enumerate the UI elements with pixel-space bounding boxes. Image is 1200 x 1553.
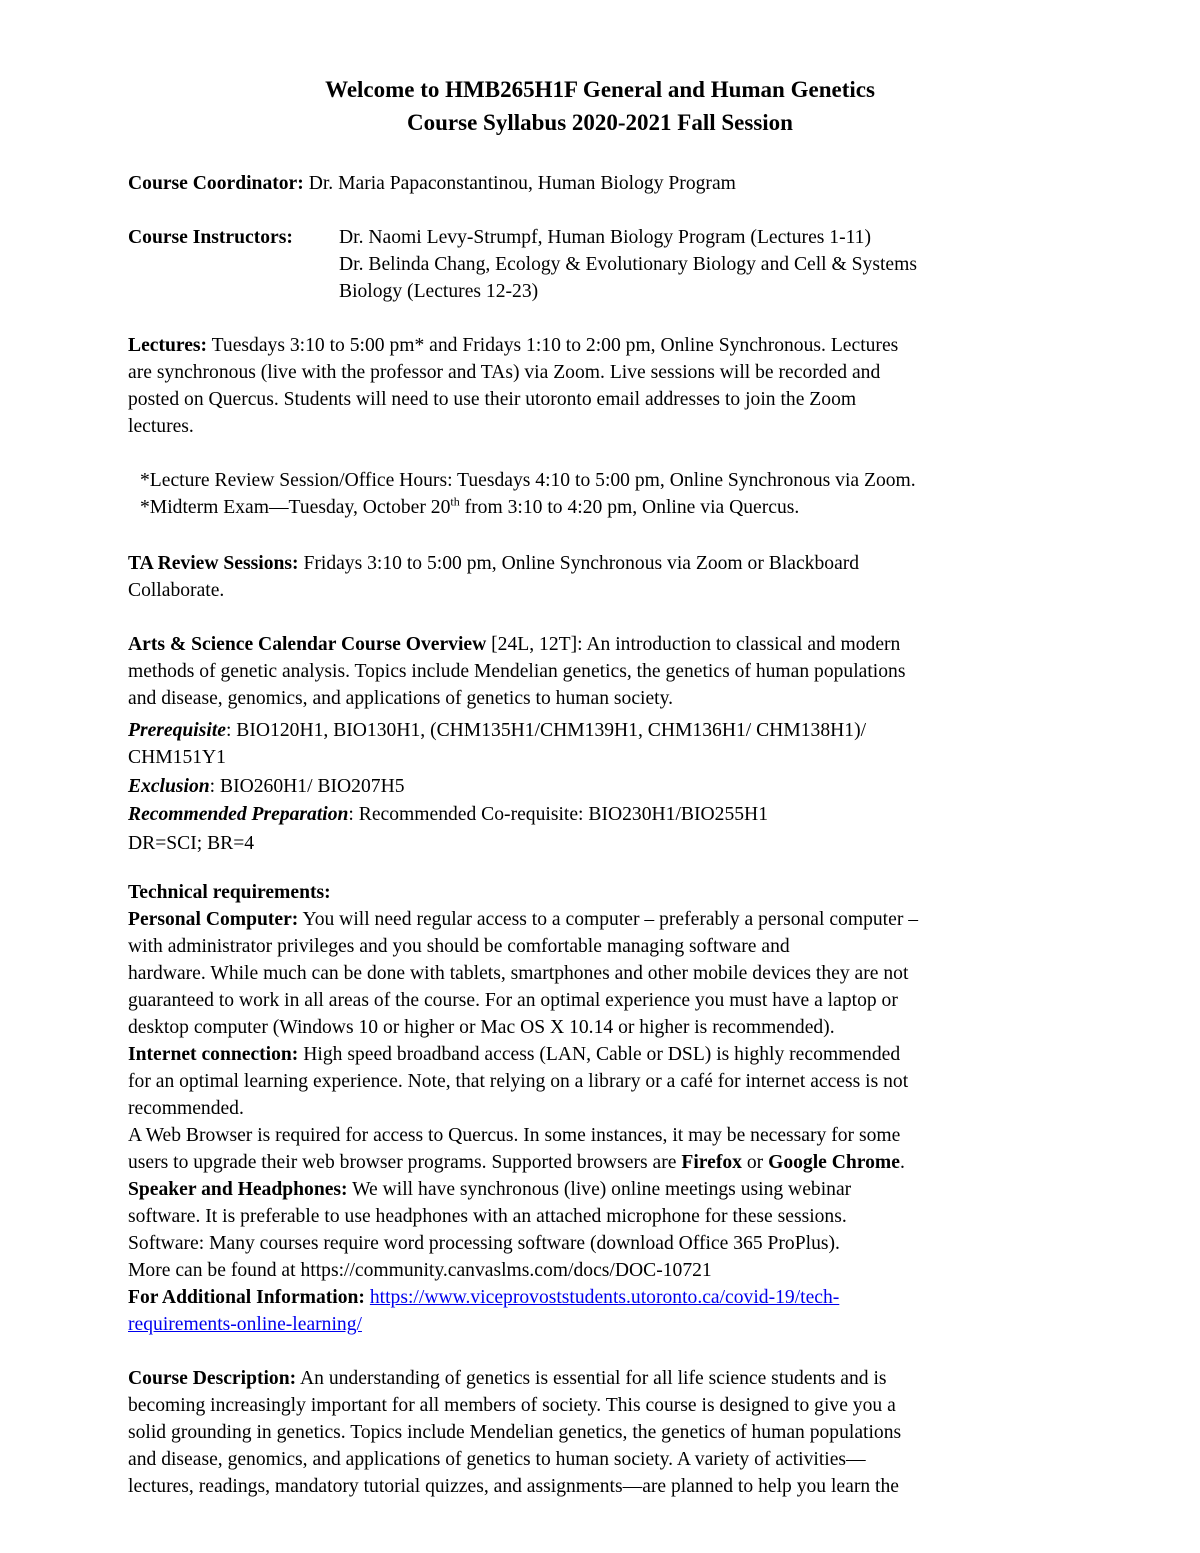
prerequisite-line: Prerequisite: BIO120H1, BIO130H1, (CHM135H1/CHM139H1, CHM136H1/ CHM138H1)/	[128, 720, 867, 741]
pc-line-5: desktop computer (Windows 10 or higher or Mac OS X 10.14 or higher is recommended).	[128, 1017, 835, 1038]
pc-line-4: guaranteed to work in all areas of the course. For an optimal experience you must have a laptop or	[128, 990, 898, 1011]
instructors-label: Course Instructors:	[128, 227, 293, 248]
page-subtitle: Course Syllabus 2020-2021 Fall Session	[407, 110, 793, 135]
instructor-line-1: Dr. Naomi Levy-Strumpf, Human Biology Program (Lectures 1-11)	[339, 227, 872, 248]
additional-info-label: For Additional Information:	[128, 1287, 365, 1308]
browser-line-2: users to upgrade their web browser programs. Supported browsers are Firefox or Google Chrome.	[128, 1152, 905, 1173]
tech-requirements-link[interactable]: https://www.viceprovoststudents.utoronto.ca/covid-19/tech-	[369, 1287, 840, 1308]
browser-firefox: Firefox	[681, 1152, 742, 1173]
coordinator-line	[128, 170, 736, 197]
exclusion-label: Exclusion	[128, 776, 210, 797]
internet-line-2: for an optimal learning experience. Note, that relying on a library or a café for internet access is not	[128, 1071, 909, 1092]
midterm-note: *Midterm Exam—Tuesday, October 20th from 3:10 to 4:20 pm, Online via Quercus.	[140, 494, 800, 518]
description-line-1: Course Description: An understanding of genetics is essential for all life science students and is	[128, 1368, 887, 1389]
technical-heading: Technical requirements:	[128, 882, 331, 903]
browser-chrome: Google Chrome	[768, 1152, 900, 1173]
calendar-line-1: Arts & Science Calendar Course Overview [24L, 12T]: An introduction to classical and modern	[128, 634, 901, 655]
description-line-5: lectures, readings, mandatory tutorial quizzes, and assignments—are planned to help you learn the	[128, 1476, 899, 1497]
coordinator-value: Dr. Maria Papaconstantinou, Human Biology Program	[308, 173, 736, 194]
calendar-line-3: and disease, genomics, and applications of genetics to human society.	[128, 688, 674, 709]
more-info-line: More can be found at https://community.canvaslms.com/docs/DOC-10721	[128, 1260, 712, 1281]
ta-sessions-label: TA Review Sessions:	[128, 553, 299, 574]
internet-line-3: recommended.	[128, 1098, 244, 1119]
pc-label: Personal Computer:	[128, 909, 299, 930]
internet-label: Internet connection:	[128, 1044, 299, 1065]
lectures-line-3: posted on Quercus. Students will need to use their utoronto email addresses to join the Zoom	[128, 389, 857, 410]
review-session-note: *Lecture Review Session/Office Hours: Tuesdays 4:10 to 5:00 pm, Online Synchronous via Zoom.	[140, 470, 916, 491]
lectures-label: Lectures:	[128, 335, 208, 356]
ta-sessions-line-2: Collaborate.	[128, 580, 225, 601]
recommended-line: Recommended Preparation: Recommended Co-requisite: BIO230H1/BIO255H1	[128, 804, 768, 825]
prerequisite-line-2: CHM151Y1	[128, 747, 226, 768]
instructor-line-3: Biology (Lectures 12-23)	[339, 281, 539, 302]
recommended-label: Recommended Preparation	[128, 804, 349, 825]
additional-info-line	[128, 1284, 839, 1311]
pc-line-1: Personal Computer: You will need regular access to a computer – preferably a personal computer –	[128, 909, 919, 930]
speaker-label: Speaker and Headphones:	[128, 1179, 348, 1200]
page-title: Welcome to HMB265H1F General and Human Genetics	[325, 77, 875, 102]
speaker-line-2: software. It is preferable to use headphones with an attached microphone for these sessions.	[128, 1206, 847, 1227]
lectures-line-1: Lectures: Tuesdays 3:10 to 5:00 pm* and Fridays 1:10 to 2:00 pm, Online Synchronous. Lectures	[128, 335, 899, 356]
tech-requirements-link-continued[interactable]: requirements-online-learning/	[128, 1314, 362, 1335]
pc-line-2: with administrator privileges and you should be comfortable managing software and	[128, 936, 790, 957]
browser-line-1: A Web Browser is required for access to Quercus. In some instances, it may be necessary for some	[128, 1125, 901, 1146]
description-line-3: solid grounding in genetics. Topics include Mendelian genetics, the genetics of human populations	[128, 1422, 902, 1443]
additional-info-line-2	[128, 1311, 362, 1338]
ta-sessions-line-1: TA Review Sessions: Fridays 3:10 to 5:00 pm, Online Synchronous via Zoom or Blackboard	[128, 553, 860, 574]
breadth-line: DR=SCI; BR=4	[128, 833, 255, 854]
exclusion-line: Exclusion: BIO260H1/ BIO207H5	[128, 776, 405, 797]
description-line-4: and disease, genomics, and applications of genetics to human society. A variety of activities—	[128, 1449, 866, 1470]
internet-line-1: Internet connection: High speed broadband access (LAN, Cable or DSL) is highly recommended	[128, 1044, 901, 1065]
lectures-line-4: lectures.	[128, 416, 194, 437]
instructor-line-2: Dr. Belinda Chang, Ecology & Evolutionary Biology and Cell & Systems	[339, 254, 917, 275]
prerequisite-label: Prerequisite	[128, 720, 226, 741]
description-label: Course Description:	[128, 1368, 297, 1389]
speaker-line-1: Speaker and Headphones: We will have synchronous (live) online meetings using webinar	[128, 1179, 852, 1200]
pc-line-3: hardware. While much can be done with tablets, smartphones and other mobile devices they are not	[128, 963, 909, 984]
lectures-line-2: are synchronous (live with the professor and TAs) via Zoom. Live sessions will be recorded and	[128, 362, 881, 383]
coordinator-label: Course Coordinator:	[128, 173, 304, 194]
description-line-2: becoming increasingly important for all members of society. This course is designed to give you a	[128, 1395, 896, 1416]
software-line: Software: Many courses require word processing software (download Office 365 ProPlus).	[128, 1233, 840, 1254]
calendar-line-2: methods of genetic analysis. Topics include Mendelian genetics, the genetics of human populations	[128, 661, 906, 682]
calendar-label: Arts & Science Calendar Course Overview	[128, 634, 487, 655]
